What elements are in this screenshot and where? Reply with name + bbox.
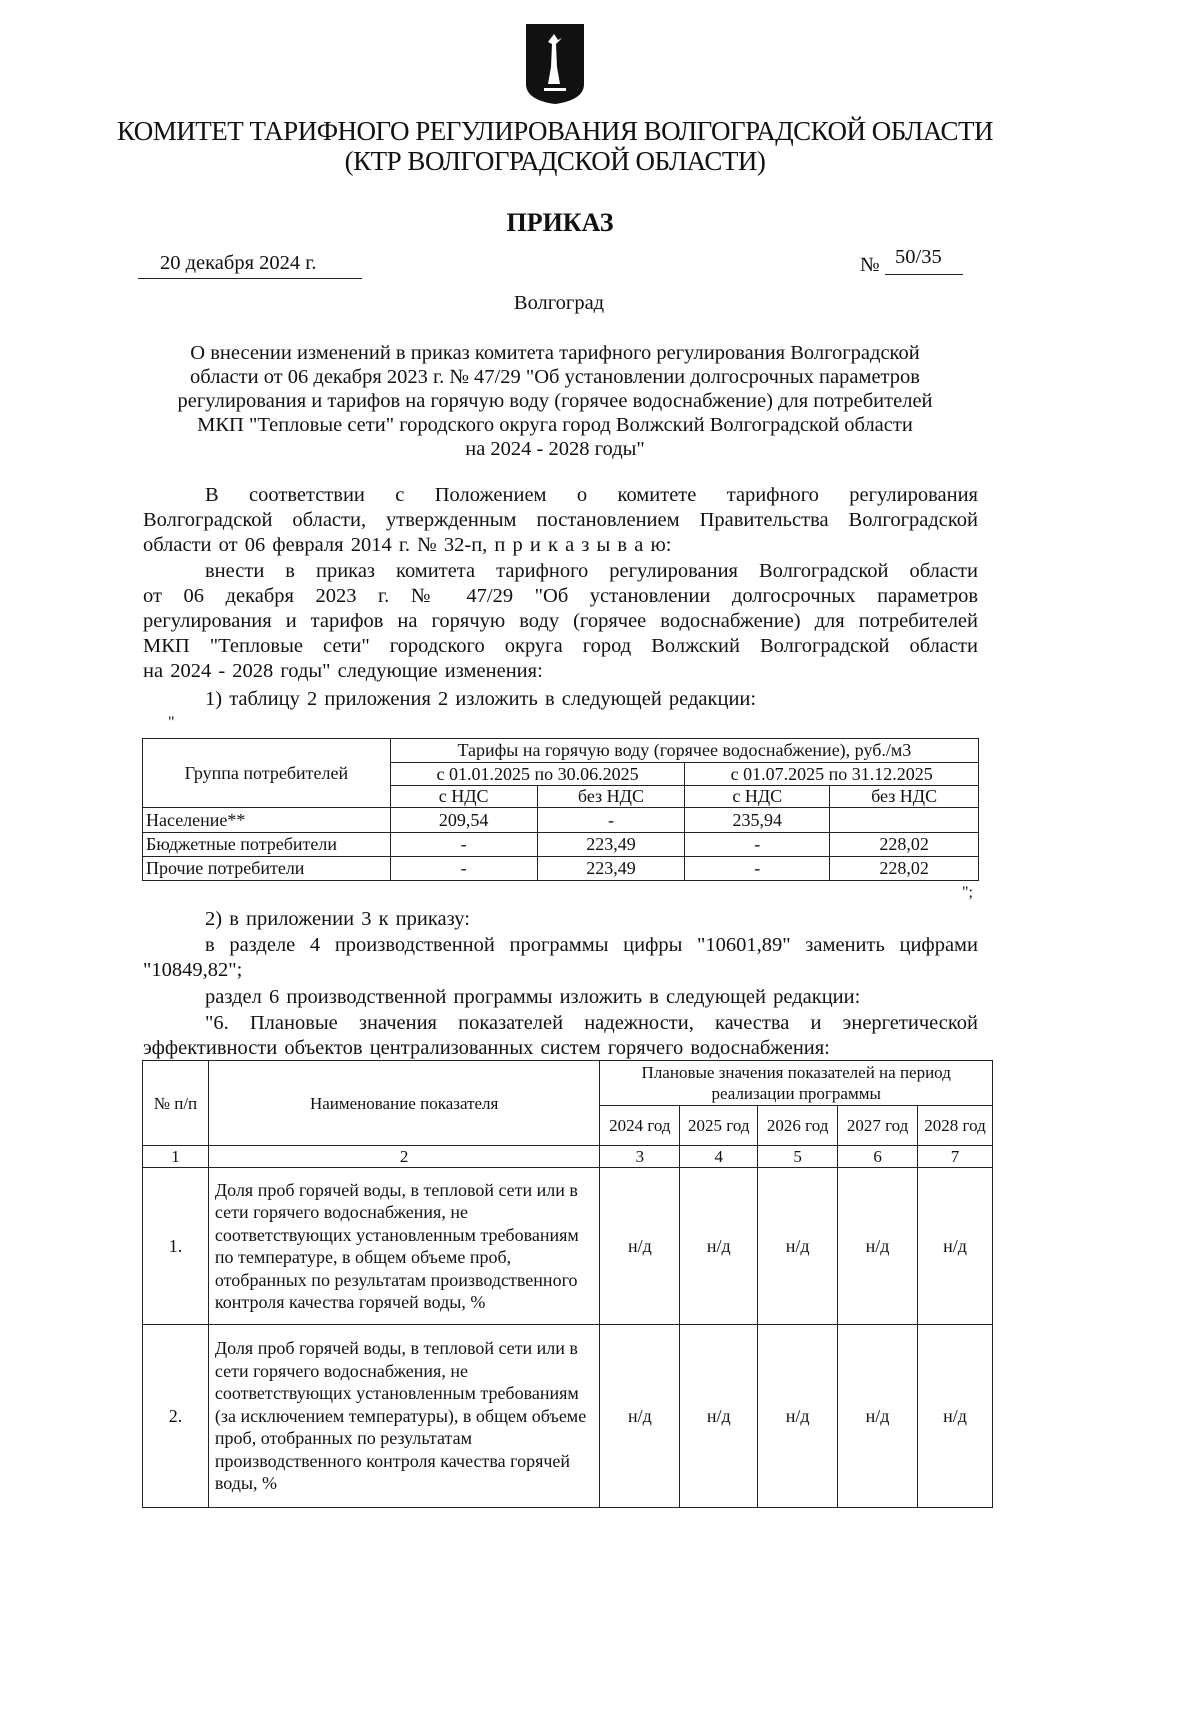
- org-abbrev: (КТР ВОЛГОГРАДСКОЙ ОБЛАСТИ): [344, 146, 766, 176]
- cell: 235,94: [685, 808, 830, 833]
- table-row: [143, 808, 979, 833]
- cell: -: [685, 833, 830, 857]
- tariff-header: Тарифы на горячую воду (горячее водоснабжение), руб./м3: [390, 739, 978, 763]
- subject-line: О внесении изменений в приказ комитета тарифного регулирования Волгоградской: [190, 342, 920, 364]
- body-line: В соответствии с Положением о комитете тарифного регулирования: [205, 484, 978, 506]
- city: Волгоград: [513, 292, 605, 314]
- cell: 228,02: [830, 833, 979, 857]
- vat-header: без НДС: [830, 786, 979, 808]
- body-line: МКП "Тепловые сети" городского округа город Волжский Волгоградской области: [143, 635, 978, 657]
- vat-header: с НДС: [390, 786, 537, 808]
- body-line: области от 06 февраля 2014 г. № 32-п, п р и к а з ы в а ю:: [143, 534, 672, 556]
- cell: н/д: [758, 1168, 838, 1325]
- body-line: в разделе 4 производственной программы цифры "10601,89" заменить цифрами: [205, 934, 978, 956]
- col-number: 2: [208, 1146, 599, 1168]
- indicators-table: [142, 1060, 993, 1508]
- year-header: 2024 год: [600, 1106, 680, 1146]
- doc-date: 20 декабря 2024 г.: [160, 252, 317, 274]
- subject-line: МКП "Тепловые сети" городского округа город Волжский Волгоградской области: [197, 414, 913, 436]
- body-line: от 06 декабря 2023 г. № 47/29 "Об установлении долгосрочных параметров: [143, 585, 978, 607]
- cell: 1.: [143, 1168, 209, 1325]
- tariff-table: [142, 738, 979, 881]
- table-row: [143, 857, 979, 881]
- col-number: 7: [918, 1146, 993, 1168]
- cell: н/д: [680, 1168, 758, 1325]
- cell: н/д: [758, 1325, 838, 1508]
- item-2: 2) в приложении 3 к приказу:: [205, 908, 470, 930]
- name-header: Наименование показателя: [208, 1061, 599, 1146]
- num-header: № п/п: [143, 1061, 209, 1146]
- body-line: на 2024 - 2028 годы" следующие изменения:: [143, 660, 543, 682]
- cell: Бюджетные потребители: [143, 833, 391, 857]
- year-header: 2028 год: [918, 1106, 993, 1146]
- body-line: регулирования и тарифов на горячую воду (горячее водоснабжение) для потребителей: [143, 610, 978, 632]
- year-header: 2026 год: [758, 1106, 838, 1146]
- cell: Доля проб горячей воды, в тепловой сети или в сети горячего водоснабжения, не соответствующих установленным требованиям (за исключением температуры), в общем объеме проб, отобранных по результатам производственного контроля качества горячей воды, %: [208, 1325, 599, 1508]
- cell: н/д: [680, 1325, 758, 1508]
- cell: -: [390, 833, 537, 857]
- group-header: Группа потребителей: [143, 739, 391, 808]
- open-quote: ": [168, 714, 175, 731]
- year-header: 2025 год: [680, 1106, 758, 1146]
- body-line: раздел 6 производственной программы изложить в следующей редакции:: [205, 986, 861, 1008]
- col-number: 5: [758, 1146, 838, 1168]
- cell: [830, 808, 979, 833]
- table-row: [143, 833, 979, 857]
- cell: н/д: [918, 1325, 993, 1508]
- cell: -: [390, 857, 537, 881]
- number-label: №: [860, 254, 880, 276]
- cell: 2.: [143, 1325, 209, 1508]
- body-line: эффективности объектов централизованных систем горячего водоснабжения:: [143, 1037, 830, 1059]
- cell: н/д: [600, 1168, 680, 1325]
- cell: н/д: [600, 1325, 680, 1508]
- cell: н/д: [918, 1168, 993, 1325]
- number-underline: [885, 274, 963, 275]
- year-header: 2027 год: [838, 1106, 918, 1146]
- org-name: КОМИТЕТ ТАРИФНОГО РЕГУЛИРОВАНИЯ ВОЛГОГРАДСКОЙ ОБЛАСТИ: [116, 116, 994, 146]
- col-number: 3: [600, 1146, 680, 1168]
- cell: Доля проб горячей воды, в тепловой сети или в сети горячего водоснабжения, не соответствующих установленным требованиям по температуре, в общем объеме проб, отобранных по результатам производственного контроля качества горячей воды, %: [208, 1168, 599, 1325]
- cell: 223,49: [537, 857, 685, 881]
- cell: 209,54: [390, 808, 537, 833]
- body-line: "6. Плановые значения показателей надежности, качества и энергетической: [205, 1012, 978, 1034]
- cell: -: [537, 808, 685, 833]
- body-line: Волгоградской области, утвержденным постановлением Правительства Волгоградской: [143, 509, 978, 531]
- table-row: [143, 1325, 993, 1508]
- cell: н/д: [838, 1168, 918, 1325]
- cell: 228,02: [830, 857, 979, 881]
- subject-line: области от 06 декабря 2023 г. № 47/29 "Об установлении долгосрочных параметров: [190, 366, 920, 388]
- cell: -: [685, 857, 830, 881]
- body-line: внести в приказ комитета тарифного регулирования Волгоградской области: [205, 560, 978, 582]
- cell: Прочие потребители: [143, 857, 391, 881]
- cell: 223,49: [537, 833, 685, 857]
- body-line: "10849,82";: [143, 959, 243, 981]
- period-header: с 01.07.2025 по 31.12.2025: [685, 763, 979, 786]
- subject-line: регулирования и тарифов на горячую воду (горячее водоснабжение) для потребителей: [177, 390, 933, 412]
- vat-header: с НДС: [685, 786, 830, 808]
- col-number: 1: [143, 1146, 209, 1168]
- date-underline: [138, 278, 362, 279]
- close-quote: ";: [962, 884, 973, 901]
- coat-of-arms-emblem: [524, 22, 586, 106]
- cell: Население**: [143, 808, 391, 833]
- doc-type: ПРИКАЗ: [506, 208, 614, 237]
- period-header: с 01.01.2025 по 30.06.2025: [390, 763, 685, 786]
- plan-header: Плановые значения показателей на период реализации программы: [600, 1061, 993, 1106]
- doc-number: 50/35: [895, 246, 942, 268]
- table-row: [143, 1168, 993, 1325]
- col-number: 6: [838, 1146, 918, 1168]
- subject-line: на 2024 - 2028 годы": [465, 438, 645, 460]
- col-number: 4: [680, 1146, 758, 1168]
- item-1: 1) таблицу 2 приложения 2 изложить в следующей редакции:: [205, 688, 757, 710]
- cell: н/д: [838, 1325, 918, 1508]
- vat-header: без НДС: [537, 786, 685, 808]
